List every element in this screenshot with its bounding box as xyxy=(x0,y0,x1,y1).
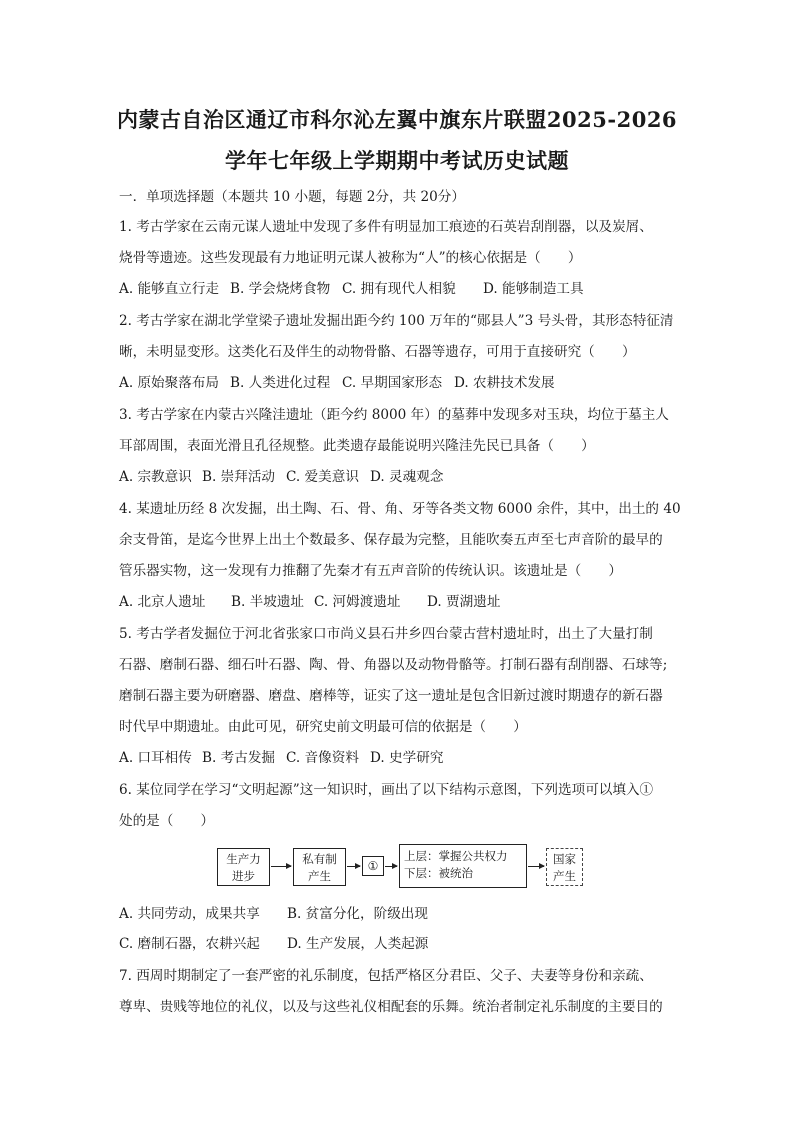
question-5-text-cont-2: 磨制石器主要为研磨器、磨盘、磨棒等，证实了这一遗址是包含旧新过渡时期遗存的新石器 xyxy=(119,688,663,704)
diagram-box-state-formation xyxy=(546,848,583,886)
question-6-option-d: D. 生产发展，人类起源 xyxy=(287,936,429,952)
question-2-option-d: D. 农耕技术发展 xyxy=(454,375,555,391)
question-6-text-cont: 处的是（ ） xyxy=(119,813,215,829)
diagram-box-private-ownership-line-1: 私有制 xyxy=(302,852,337,866)
question-4-option-d: D. 贾湖遗址 xyxy=(427,594,501,610)
question-3-option-c: C. 爱美意识 xyxy=(286,469,359,485)
question-3-option-a: A. 宗教意识 xyxy=(119,469,192,485)
question-3-option-d: D. 灵魂观念 xyxy=(370,469,444,485)
diagram-box-private-ownership-line-2: 产生 xyxy=(308,869,331,883)
question-1-option-c: C. 拥有现代人相貌 xyxy=(342,281,456,297)
diagram-box-productivity xyxy=(217,848,270,886)
question-2-option-b: B. 人类进化过程 xyxy=(230,375,331,391)
diagram-box-blank-1: ① xyxy=(362,856,384,876)
question-1-text-cont: 烧骨等遗迹。这些发现最有力地证明元谋人被称为“人”的核心依据是（ ） xyxy=(119,250,582,266)
question-2-text: 2. 考古学家在湖北学堂梁子遗址发掘出距今约 100 万年的“郧县人”3 号头骨，其形态特征清 xyxy=(119,313,674,329)
diagram-arrow-2 xyxy=(347,866,360,867)
diagram-box-productivity-line-2: 进步 xyxy=(232,869,255,883)
section-heading: 一．单项选择题（本题共 10 小题，每题 2分，共 20分） xyxy=(119,189,465,205)
question-5-text-cont-1: 石器、磨制石器、细石叶石器、陶、骨、角器以及动物骨骼等。打制石器有刮削器、石球等; xyxy=(119,657,668,673)
diagram-box-class-structure xyxy=(399,844,527,888)
question-1-text: 1. 考古学家在云南元谋人遗址中发现了多件有明显加工痕迹的石英岩刮削器，以及炭屑、 xyxy=(119,219,653,235)
diagram-box-upper-class: 上层：掌握公共权力 xyxy=(404,849,508,863)
question-4-text: 4. 某遗址历经 8 次发掘，出土陶、石、骨、角、牙等各类文物 6000 余件，其中，出土的 40 xyxy=(119,501,681,517)
civilization-origin-diagram xyxy=(217,844,587,890)
exam-title-line-1: 内蒙古自治区通辽市科尔沁左翼中旗东片联盟2025-2026 xyxy=(116,107,678,132)
question-4-option-a: A. 北京人遗址 xyxy=(119,594,206,610)
question-1-option-d: D. 能够制造工具 xyxy=(483,281,584,297)
question-4-text-cont-2: 管乐器实物，这一发现有力推翻了先秦才有五声音阶的传统认识。该遗址是（ ） xyxy=(119,563,622,579)
question-5-option-c: C. 音像资料 xyxy=(286,750,359,766)
question-2-text-cont: 晰，未明显变形。这类化石及伴生的动物骨骼、石器等遗存，可用于直接研究（ ） xyxy=(119,344,636,360)
question-5-option-b: B. 考古发掘 xyxy=(202,750,276,766)
question-2-option-c: C. 早期国家形态 xyxy=(342,375,443,391)
question-5-option-d: D. 史学研究 xyxy=(370,750,444,766)
question-1-option-a: A. 能够直立行走 xyxy=(119,281,220,297)
question-6-option-b: B. 贫富分化，阶级出现 xyxy=(287,906,428,922)
diagram-box-lower-class: 下层：被统治 xyxy=(404,866,473,880)
question-5-text-cont-3: 时代早中期遗址。由此可见，研究史前文明最可信的依据是（ ） xyxy=(119,719,527,735)
question-1-option-b: B. 学会烧烤食物 xyxy=(230,281,331,297)
question-7-text: 7. 西周时期制定了一套严密的礼乐制度，包括严格区分君臣、父子、夫妻等身份和亲疏、 xyxy=(119,968,653,984)
question-6-option-c: C. 磨制石器，农耕兴起 xyxy=(119,936,260,952)
diagram-arrow-1 xyxy=(271,866,291,867)
question-4-text-cont-1: 余支骨笛，是迄今世界上出土个数最多、保存最为完整，且能吹奏五声至七声音阶的最早的 xyxy=(119,532,663,548)
question-6-option-a: A. 共同劳动，成果共享 xyxy=(119,906,260,922)
question-5-text: 5. 考古学者发掘位于河北省张家口市尚义县石井乡四台蒙古营村遗址时，出土了大量打制 xyxy=(119,626,653,642)
question-7-text-cont: 尊卑、贵贱等地位的礼仪，以及与这些礼仪相配套的乐舞。统治者制定礼乐制度的主要目的 xyxy=(119,999,663,1015)
question-3-text: 3. 考古学家在内蒙古兴隆洼遗址（距今约 8000 年）的墓葬中发现多对玉玦，均位于墓主人 xyxy=(119,407,669,423)
question-4-option-b: B. 半坡遗址 xyxy=(231,594,305,610)
question-5-option-a: A. 口耳相传 xyxy=(119,750,192,766)
question-6-text: 6. 某位同学在学习“文明起源”这一知识时，画出了以下结构示意图，下列选项可以填入① xyxy=(119,782,654,798)
diagram-arrow-3 xyxy=(385,866,397,867)
diagram-box-productivity-line-1: 生产力 xyxy=(226,852,261,866)
diagram-box-private-ownership xyxy=(293,848,346,886)
question-4-option-c: C. 河姆渡遗址 xyxy=(314,594,401,610)
diagram-box-state-formation-line-1: 国家 xyxy=(553,852,576,866)
question-3-option-b: B. 崇拜活动 xyxy=(202,469,276,485)
exam-title-line-2: 学年七年级上学期期中考试历史试题 xyxy=(225,148,569,173)
question-2-option-a: A. 原始聚落布局 xyxy=(119,375,220,391)
question-3-text-cont: 耳部周围，表面光滑且孔径规整。此类遗存最能说明兴隆洼先民已具备（ ） xyxy=(119,438,595,454)
diagram-arrow-4 xyxy=(528,866,544,867)
diagram-box-state-formation-line-2: 产生 xyxy=(553,869,576,883)
